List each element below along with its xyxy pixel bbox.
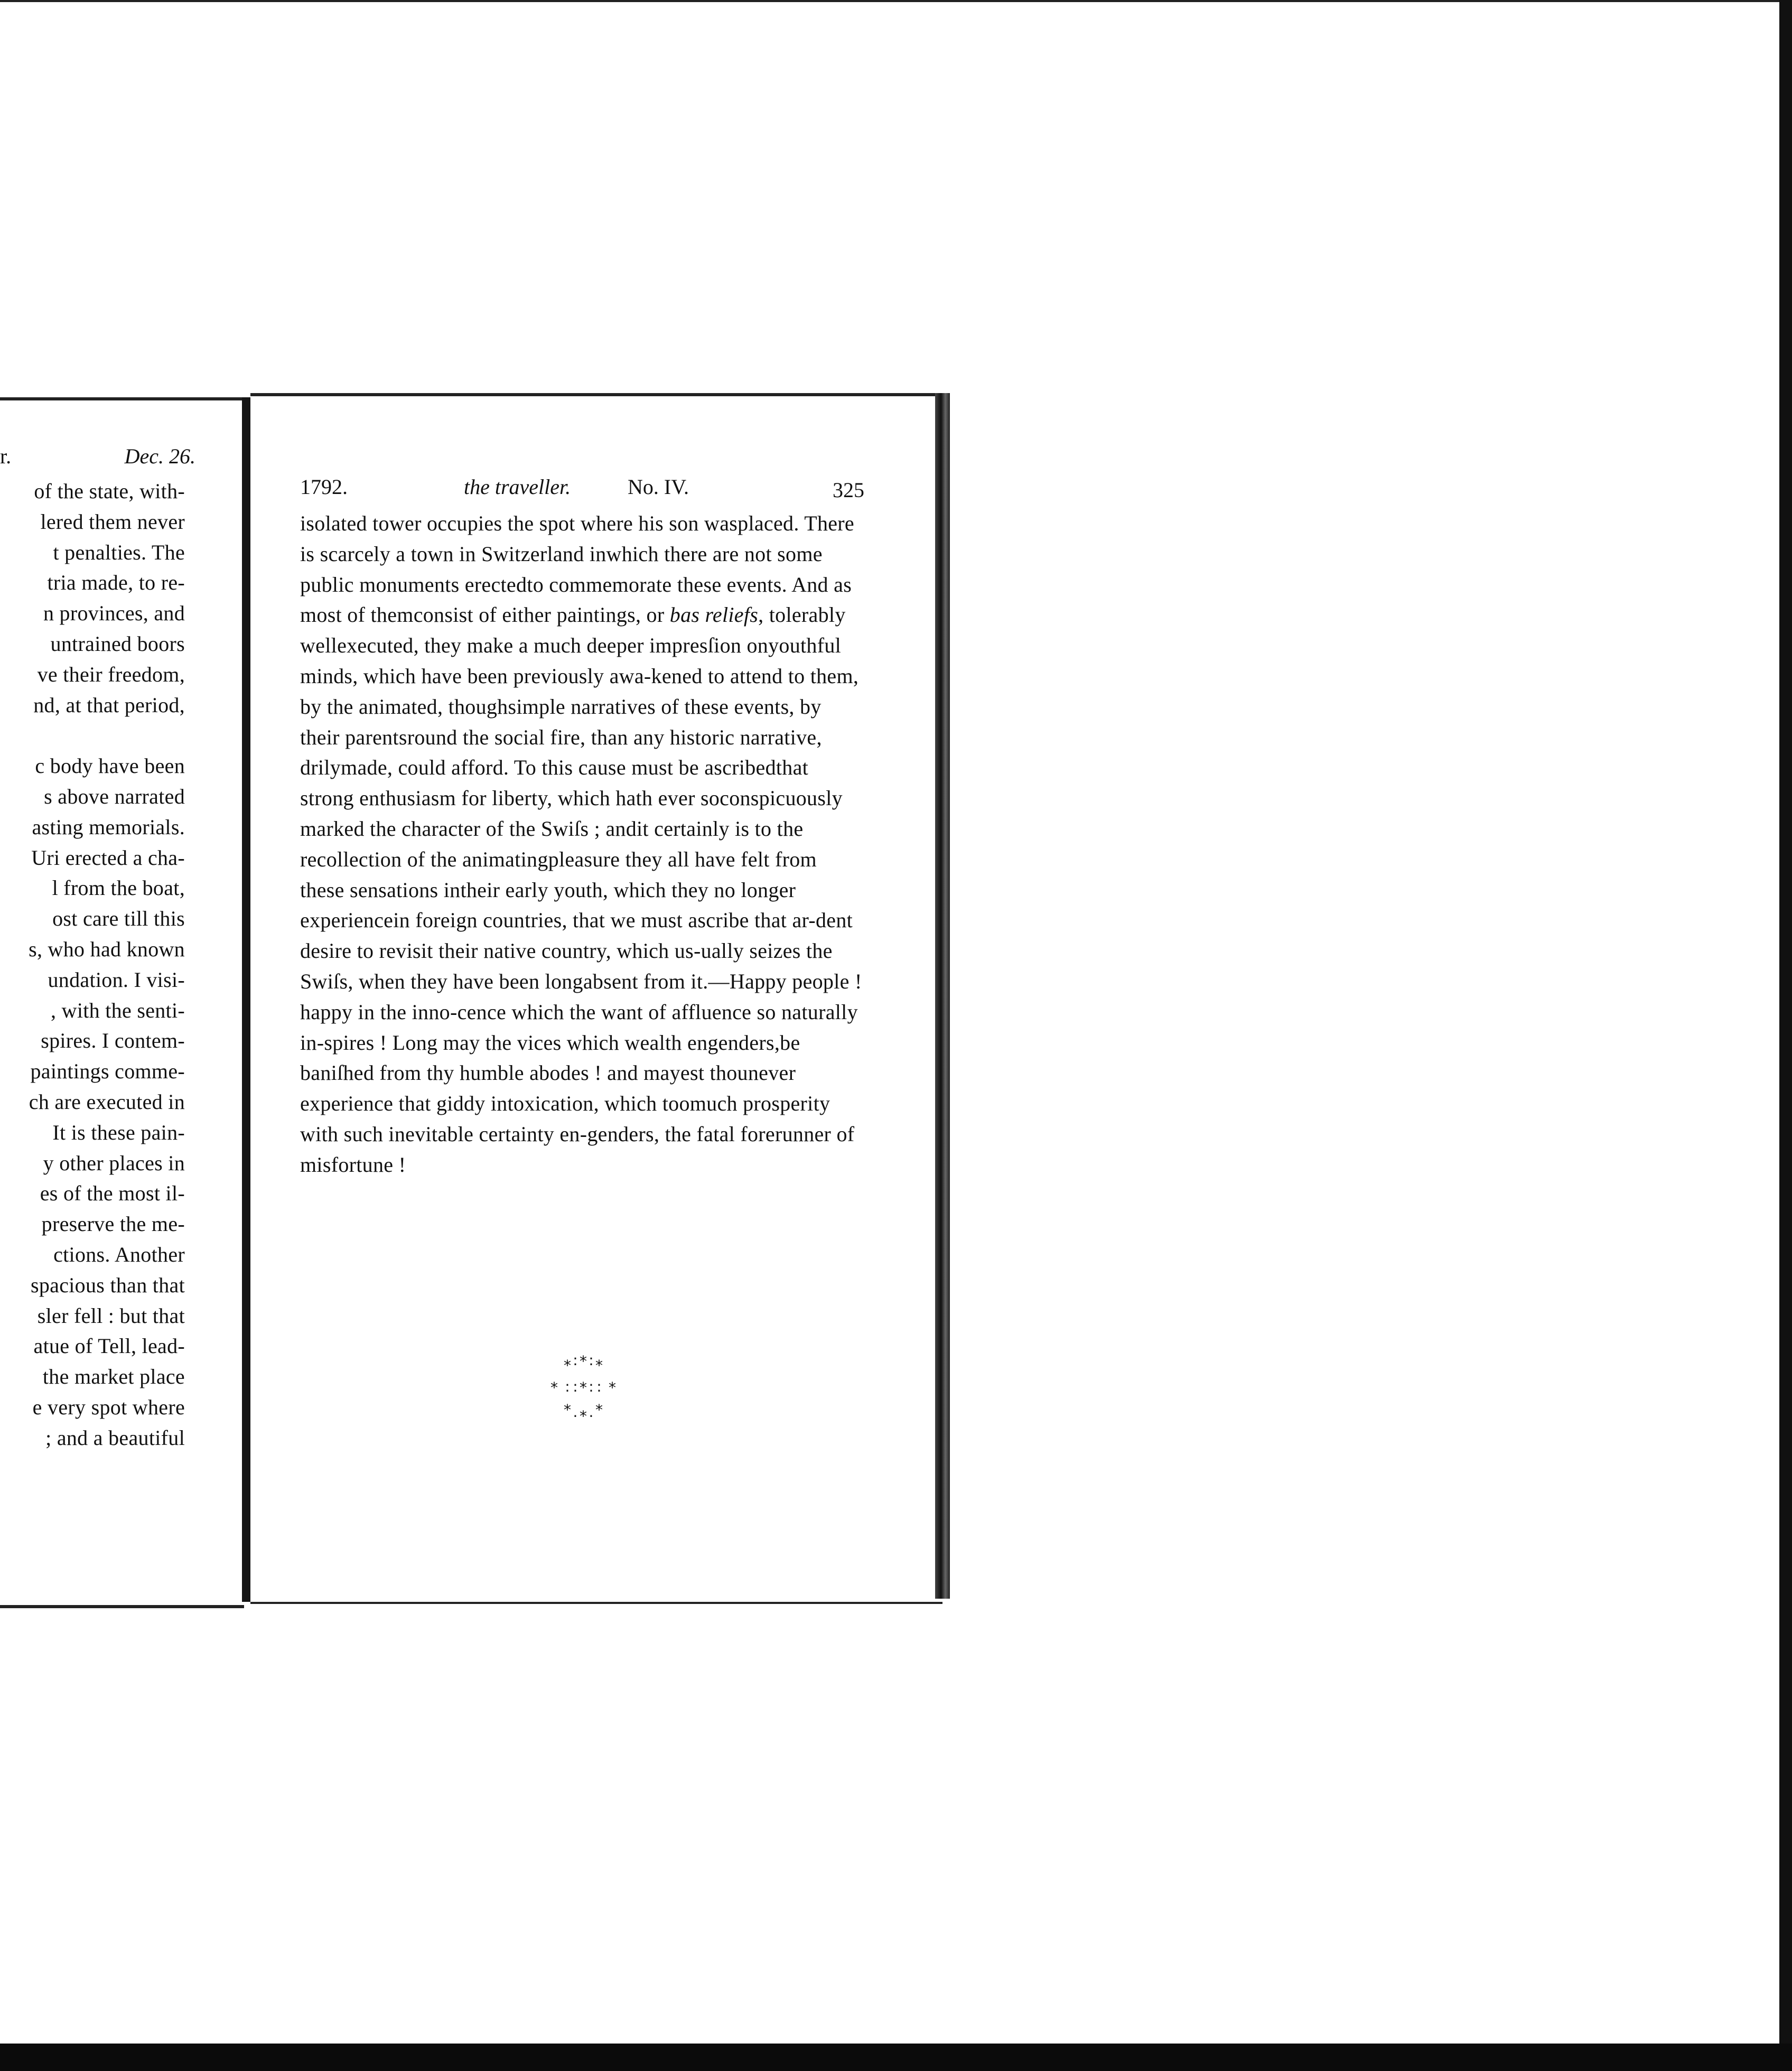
text-line: tria made, to re- xyxy=(47,571,185,595)
text-line: ; and a beautiful xyxy=(45,1425,185,1450)
text-line: their early youth, which they no longer experience xyxy=(300,878,796,932)
scan-right-border xyxy=(1779,0,1792,2045)
text-line: genders, the fatal forerunner of misfortune ! xyxy=(300,1122,855,1177)
text-line: to commemorate these events. And as most of them xyxy=(300,572,852,627)
text-line: cence which the want of affluence so naturally in- xyxy=(300,1000,858,1055)
svg-text:*: * xyxy=(580,1407,587,1425)
svg-text:*: * xyxy=(564,1401,571,1419)
text-line: kened to attend to them, by the animated, though xyxy=(300,664,859,719)
text-line: spacious than that xyxy=(30,1273,185,1297)
text-line: it certainly is to the recollection of the animating xyxy=(300,816,804,871)
text-line: pleasure they all have felt from these sensations in xyxy=(300,847,817,902)
text-line: preserve the me- xyxy=(41,1212,185,1236)
running-head-title: the traveller. xyxy=(464,475,571,499)
left-page-text xyxy=(0,476,185,1453)
text-line: consist of either paintings, or bas reliefs, tolerably well xyxy=(300,603,846,658)
svg-text::: : xyxy=(596,1378,602,1395)
svg-text::: : xyxy=(565,1378,570,1395)
text-line: untrained boors xyxy=(50,631,185,656)
text-line: ve their freedom, xyxy=(37,662,185,686)
text-line: executed, they make a much deeper impresſion on xyxy=(337,633,769,658)
text-line: , with the senti- xyxy=(51,998,185,1022)
svg-text:.: . xyxy=(573,1403,578,1421)
text-line: undation. I visi- xyxy=(48,967,185,992)
text-line: es of the most il- xyxy=(40,1181,185,1206)
top-edge-shadow xyxy=(0,0,1792,2)
page-stack-edge xyxy=(935,393,950,1599)
running-head-issue-number: No. IV. xyxy=(628,475,689,499)
text-line: atue of Tell, lead- xyxy=(33,1334,185,1358)
left-page xyxy=(0,397,244,1608)
text-line: y other places in xyxy=(43,1151,185,1175)
svg-text::: : xyxy=(589,1351,594,1369)
right-page-text xyxy=(300,508,864,1180)
svg-text:*: * xyxy=(609,1379,616,1396)
text-line: It is these pain- xyxy=(52,1120,185,1144)
text-line: simple narratives of these events, by their parents xyxy=(300,694,822,749)
text-line: the market place xyxy=(42,1365,185,1389)
text-line: isolated tower occupies the spot where his son was xyxy=(300,511,738,535)
svg-text:*: * xyxy=(564,1357,571,1374)
text-line: nd, at that period, xyxy=(33,693,185,717)
text-line: spires. I contem- xyxy=(41,1029,185,1053)
running-head xyxy=(300,474,864,504)
text-line: dent desire to revisit their native country, which us- xyxy=(300,908,853,963)
svg-text::: : xyxy=(573,1378,578,1395)
asterisk-ring-ornament-icon xyxy=(525,1350,641,1430)
text-line: absent from it.—Happy people ! happy in the inno- xyxy=(300,969,862,1024)
svg-text:*: * xyxy=(550,1379,558,1396)
text-line: lered them never xyxy=(40,509,185,534)
text-line: round the social fire, than any historic narrative, drily xyxy=(300,725,822,780)
text-line: s, who had known xyxy=(29,937,185,961)
left-running-head-left: r. xyxy=(0,444,12,468)
scan-bottom-border xyxy=(0,2044,1792,2071)
svg-text:*: * xyxy=(580,1352,587,1370)
text-line: much prosperity with such inevitable certainty en- xyxy=(300,1092,830,1146)
page-number: 325 xyxy=(833,478,864,502)
text-line: never experience that giddy intoxication, which too xyxy=(300,1061,796,1116)
text-line: placed. There is scarcely a town in Switzerland in xyxy=(300,511,854,566)
running-head-year: 1792. xyxy=(300,475,348,499)
text-line: s above narrated xyxy=(44,784,185,808)
text-line: be baniſhed from thy humble abodes ! and mayest thou xyxy=(300,1030,800,1085)
svg-text:*: * xyxy=(595,1401,603,1419)
text-line: in foreign countries, that we must ascribe that ar- xyxy=(393,908,816,932)
text-line: e very spot where xyxy=(32,1395,185,1419)
text-line: n provinces, and xyxy=(43,601,185,626)
right-page xyxy=(250,393,942,1604)
text-line: ctions. Another xyxy=(53,1242,185,1266)
text-line: sler fell : but that xyxy=(37,1303,185,1328)
svg-text::: : xyxy=(573,1351,578,1369)
text-line: made, could afford. To this cause must be ascribed xyxy=(341,755,776,780)
svg-text:.: . xyxy=(589,1403,594,1421)
svg-text:*: * xyxy=(580,1379,587,1396)
book-gutter xyxy=(242,397,250,1602)
text-line: t penalties. The xyxy=(53,540,185,564)
text-line: ch are executed in xyxy=(29,1089,185,1114)
svg-text::: : xyxy=(589,1378,594,1395)
text-line: ually seizes the Swiſs, when they have been long xyxy=(300,939,833,993)
text-line: that strong enthusiasm for liberty, which hath ever so xyxy=(300,755,809,810)
text-line: youthful minds, which have been previously awa- xyxy=(300,633,842,688)
left-running-head-date: Dec. 26. xyxy=(124,444,195,468)
svg-text:*: * xyxy=(595,1357,603,1374)
text-line: Uri erected a cha- xyxy=(31,845,185,870)
text-line: ost care till this xyxy=(52,907,185,931)
text-line: spires ! Long may the vices which wealth engenders, xyxy=(324,1030,780,1055)
text-line: asting memorials. xyxy=(32,815,185,839)
text-line: l from the boat, xyxy=(52,876,185,900)
text-line xyxy=(0,720,185,751)
text-line: conspicuously marked the character of the Swiſs ; and xyxy=(300,786,843,841)
text-line: c body have been xyxy=(35,754,185,778)
text-line: paintings comme- xyxy=(30,1059,185,1084)
text-line: of the state, with- xyxy=(34,479,185,503)
text-line: which there are not some public monuments erected xyxy=(300,542,823,596)
